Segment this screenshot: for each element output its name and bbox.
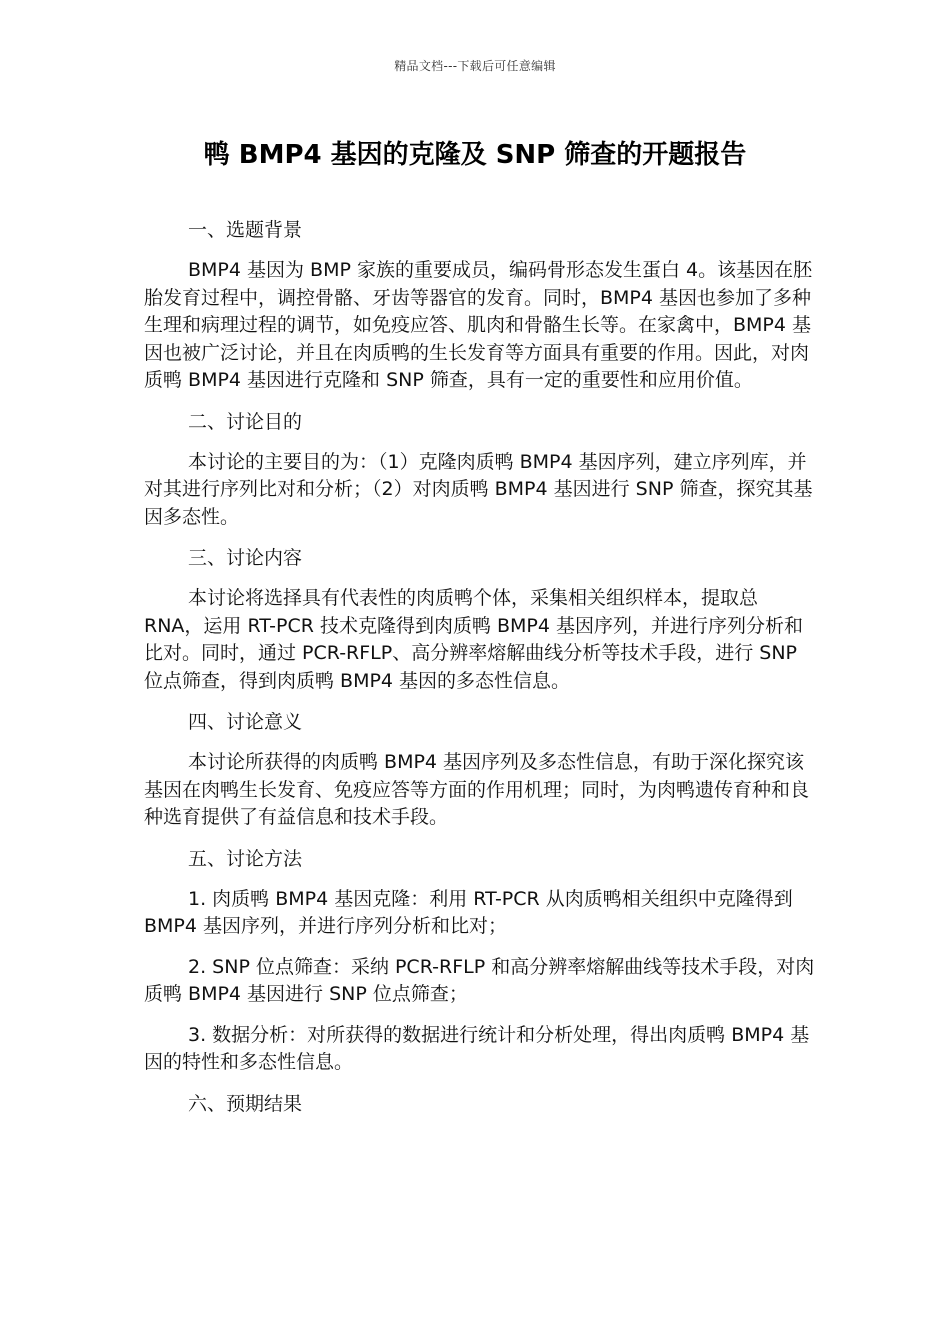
paragraph-purpose: 本讨论的主要目的为：（1）克隆肉质鸭 BMP4 基因序列，建立序列库，并对其进行序列比对和分析；（2）对肉质鸭 BMP4 基因进行 SNP 筛查，探究其基因多态性。 xyxy=(144,450,813,528)
section-heading-expected-results: 六、预期结果 xyxy=(188,1092,303,1115)
method-item-snp-screening: 2. SNP 位点筛查：采纳 PCR-RFLP 和高分辨率熔解曲线等技术手段，对肉质鸭 BMP4 基因进行 SNP 位点筛查； xyxy=(144,955,815,1005)
section-heading-background: 一、选题背景 xyxy=(188,219,303,241)
paragraph-content: 本讨论将选择具有代表性的肉质鸭个体，采集相关组织样本，提取总 RNA，运用 RT-PCR 技术克隆得到肉质鸭 BMP4 基因序列，并进行序列分析和比对。同时，通过 PCR-RFLP、高分辨率熔解曲线分析等技术手段，进行 SNP 位点筛查，得到肉质鸭 BMP4 基因的多态性信息。 xyxy=(144,587,804,692)
section-heading-content: 三、讨论内容 xyxy=(188,547,303,569)
method-item-data-analysis: 3. 数据分析：对所获得的数据进行统计和分析处理，得出肉质鸭 BMP4 基因的特性和多态性信息。 xyxy=(144,1023,810,1073)
paragraph-background: BMP4 基因为 BMP 家族的重要成员，编码骨形态发生蛋白 4。该基因在胚胎发育过程中，调控骨骼、牙齿等器官的发育。同时，BMP4 基因也参加了多种生理和病理过程的调节，如免疫应答、肌肉和骨骼生长等。在家禽中，BMP4 基因也被广泛讨论，并且在肉质鸭的生长发育等方面具有重要的作用。因此，对肉质鸭 BMP4 基因进行克隆和 SNP 筛查，具有一定的重要性和应用价值。 xyxy=(144,259,813,391)
document-title: 鸭 BMP4 基因的克隆及 SNP 筛查的开题报告 xyxy=(203,140,747,170)
section-heading-significance: 四、讨论意义 xyxy=(188,711,303,733)
section-heading-purpose: 二、讨论目的 xyxy=(188,410,303,433)
section-heading-methods: 五、讨论方法 xyxy=(188,847,303,870)
method-item-cloning: 1. 肉质鸭 BMP4 基因克隆：利用 RT-PCR 从肉质鸭相关组织中克隆得到 BMP4 基因序列，并进行序列分析和比对； xyxy=(144,887,793,937)
paragraph-significance: 本讨论所获得的肉质鸭 BMP4 基因序列及多态性信息，有助于深化探究该基因在肉鸭生长发育、免疫应答等方面的作用机理；同时，为肉鸭遗传育种和良种选育提供了有益信息和技术手段。 xyxy=(144,751,810,828)
header-note: 精品文档---下载后可任意编辑 xyxy=(394,59,556,73)
document-body xyxy=(144,216,816,1131)
